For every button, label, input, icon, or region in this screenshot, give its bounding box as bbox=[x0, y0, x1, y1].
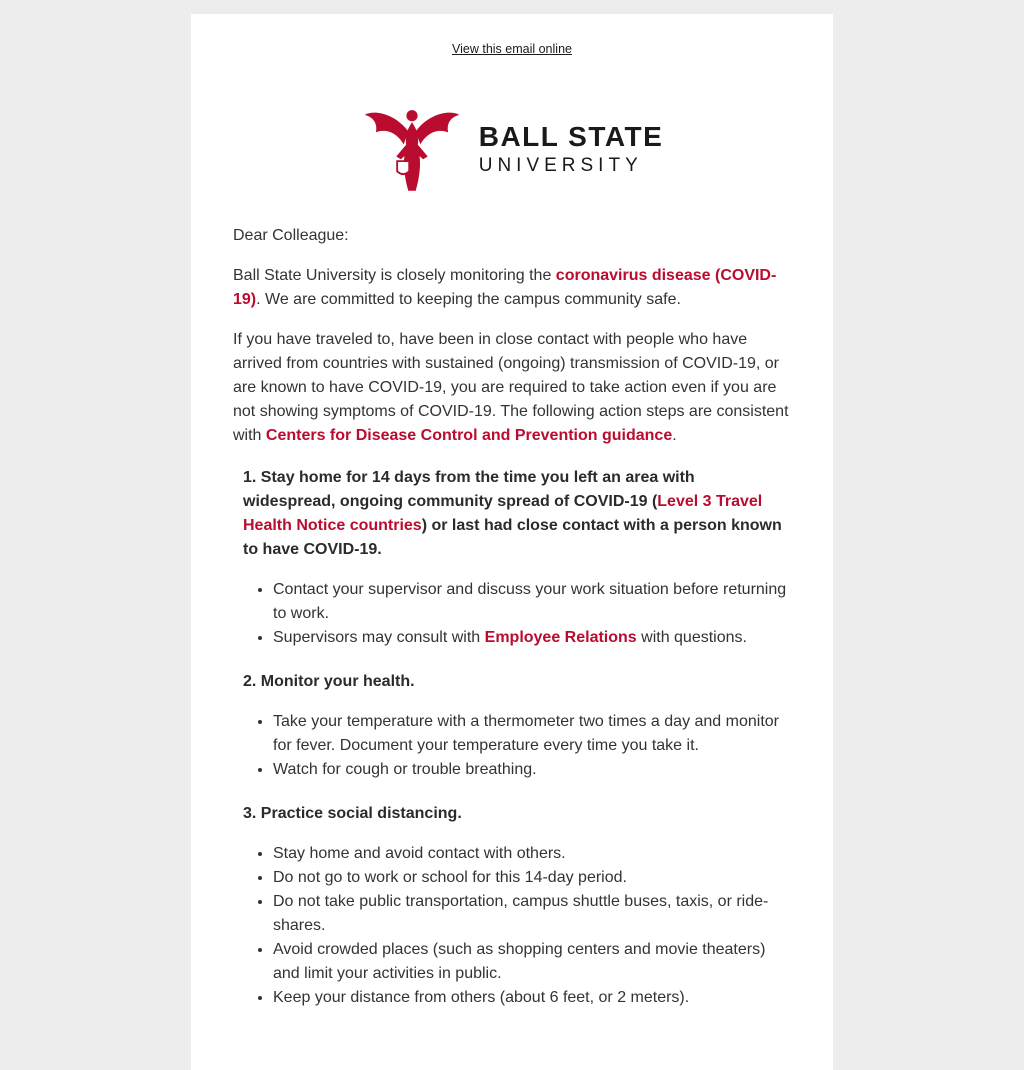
employee-relations-link[interactable]: Employee Relations bbox=[484, 629, 637, 646]
step-heading-text: 1. Stay home for 14 days from the time you left an area with widespread, ongoing community spread of COVID-19 ( bbox=[243, 469, 695, 510]
list-item: • Contact your supervisor and discuss your work situation before returning to work. bbox=[273, 578, 791, 626]
list-item: • Take your temperature with a thermometer two times a day and monitor for fever. Document your temperature every time you take it. bbox=[273, 710, 791, 758]
paragraph-text: . We are committed to keeping the campus community safe. bbox=[256, 291, 681, 308]
greeting: Dear Colleague: bbox=[233, 227, 349, 244]
ballstate-logo[interactable] bbox=[191, 102, 833, 198]
brand-line2: UNIVERSITY bbox=[478, 155, 643, 176]
step-heading-3: 3. Practice social distancing. bbox=[243, 805, 462, 822]
level3-travel-notice-link[interactable]: Level 3 Travel Health Notice countries bbox=[243, 493, 763, 534]
cdc-guidance-link[interactable]: Centers for Disease Control and Prevention guidance bbox=[265, 427, 673, 444]
view-online-bar bbox=[191, 40, 833, 58]
paragraph-text: If you have traveled to, have been in close contact with people who have arrived from countries with sustained (ongoing) transmission of COVID-19, or are known to have COVID-19, you are required to take action even if you are not showing symptoms of COVID-19. The following action steps are consistent with bbox=[233, 331, 789, 444]
step-heading-2: 2. Monitor your health. bbox=[243, 673, 415, 690]
email-content bbox=[191, 224, 833, 1070]
list-item-text: Supervisors may consult with bbox=[273, 629, 485, 646]
list-item: • Keep your distance from others (about 6 feet, or 2 meters). bbox=[273, 986, 791, 1010]
list-item-text: with questions. bbox=[636, 629, 747, 646]
list-item: • Do not go to work or school for this 14-day period. bbox=[273, 866, 791, 890]
step-heading-1 bbox=[243, 466, 791, 562]
paragraph-text: Ball State University is closely monitoring the bbox=[233, 267, 556, 284]
step2-bullet-list bbox=[233, 710, 791, 782]
paragraph-text: . bbox=[672, 427, 677, 444]
list-item: • Watch for cough or trouble breathing. bbox=[273, 758, 791, 782]
view-online-link[interactable]: View this email online bbox=[452, 42, 572, 56]
brand-line1: BALL STATE bbox=[478, 121, 664, 153]
paragraph-travel bbox=[233, 328, 791, 448]
step1-bullet-list bbox=[233, 578, 791, 650]
list-item: • Stay home and avoid contact with others. bbox=[273, 842, 791, 866]
brand-wordmark bbox=[479, 122, 664, 178]
list-item: • Do not take public transportation, campus shuttle buses, taxis, or ride-shares. bbox=[273, 890, 791, 938]
list-item bbox=[273, 626, 791, 650]
step-heading-text: ) or last had close contact with a person known to have COVID-19. bbox=[243, 517, 782, 558]
list-item: • Avoid crowded places (such as shopping centers and movie theaters) and limit your activities in public. bbox=[273, 938, 791, 986]
paragraph-monitoring bbox=[233, 264, 791, 312]
beneficence-statue-icon bbox=[361, 102, 463, 198]
step3-bullet-list bbox=[233, 842, 791, 1010]
email-body bbox=[191, 14, 833, 1070]
covid19-link[interactable]: coronavirus disease (COVID-19) bbox=[233, 267, 777, 308]
